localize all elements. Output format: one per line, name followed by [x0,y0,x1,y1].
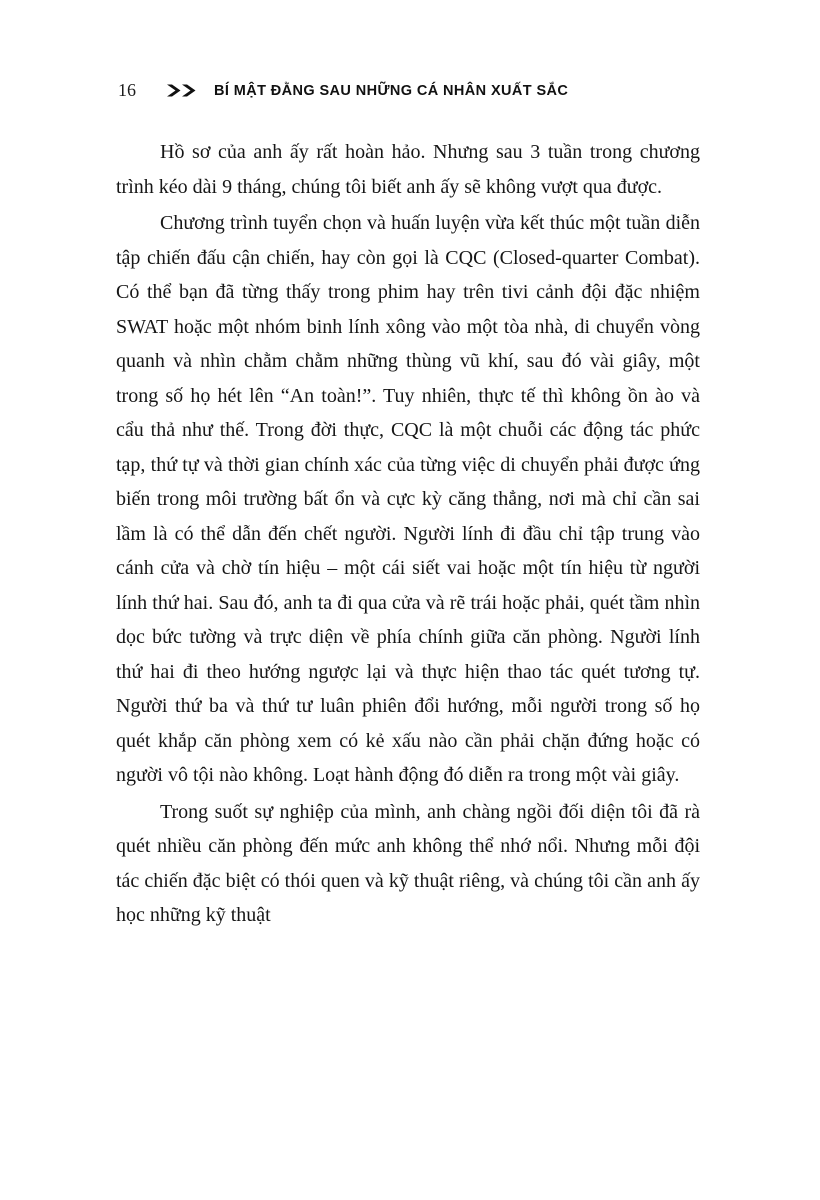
paragraph: Trong suốt sự nghiệp của mình, anh chàng ngồi đối diện tôi đã rà quét nhiều căn phòng đến mức anh không thể nhớ nổi. Nhưng mỗi đội tác chiến đặc biệt có thói quen và kỹ thuật riêng, và chúng tôi cần anh ấy học những kỹ thuật [116,800,700,926]
page-header [118,80,700,101]
paragraph: Chương trình tuyển chọn và huấn luyện vừa kết thúc một tuần diễn tập chiến đấu cận chiến, hay còn gọi là CQC (Closed-quarter Combat). Có thể bạn đã từng thấy trong phim hay trên tivi cảnh đội đặc nhiệm SWAT hoặc một nhóm binh lính xông vào một tòa nhà, di chuyển vòng quanh và nhìn chằm chằm những thùng vũ khí, sau đó vài giây, một trong số họ hét lên “An toàn!”. Tuy nhiên, thực tế thì không ồn ào và cẩu thả như thế. Trong đời thực, CQC là một chuỗi các động tác phức tạp, thứ tự và thời gian chính xác của từng việc di chuyển phải được ứng biến trong môi trường bất ổn và cực kỳ căng thẳng, nơi mà chỉ cần sai lầm là có thể dẫn đến chết người. Người lính đi đầu chỉ tập trung vào cánh cửa và chờ tín hiệu – một cái siết vai hoặc một tín hiệu từ người lính thứ hai. Sau đó, anh ta đi qua cửa và rẽ trái hoặc phải, quét tầm nhìn dọc bức tường và trực diện về phía chính giữa căn phòng. Người lính thứ hai đi theo hướng ngược lại và thực hiện thao tác quét tương tự. Người thứ ba và thứ tư luân phiên đổi hướng, mỗi người trong số họ quét khắp căn phòng xem có kẻ xấu nào cần phải chặn đứng hoặc có người vô tội nào không. Loạt hành động đó diễn ra trong một vài giây. [116,212,700,786]
page-body [116,135,700,933]
paragraph: Hồ sơ của anh ấy rất hoàn hảo. Nhưng sau 3 tuần trong chương trình kéo dài 9 tháng, chúng tôi biết anh ấy sẽ không vượt qua được. [116,141,700,198]
double-chevron-icon [166,84,198,97]
page-number: 16 [118,80,136,100]
running-header-title: BÍ MẬT ĐẰNG SAU NHỮNG CÁ NHÂN XUẤT SẮC [214,82,569,99]
